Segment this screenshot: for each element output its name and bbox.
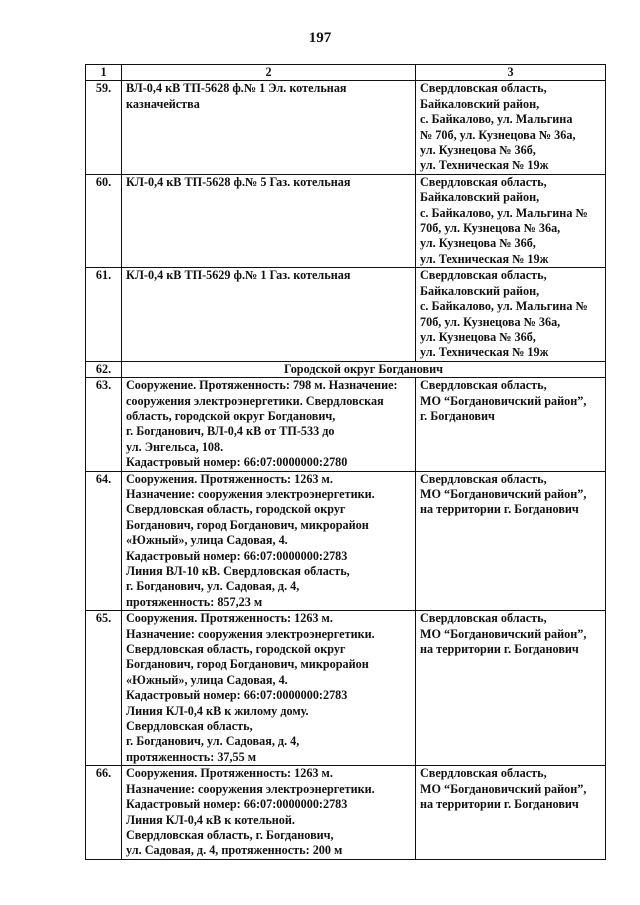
object-description-line: Назначение: сооружения электроэнергетики. <box>126 626 375 641</box>
object-location-line: № 70б, ул. Кузнецова № 36а, <box>420 127 576 142</box>
section-title: Городской округ Богданович <box>122 361 606 377</box>
object-location-line: Свердловская область, <box>420 268 547 283</box>
object-location-line: Свердловская область, <box>420 611 547 626</box>
object-description-line: Богданович, город Богданович, микрорайон <box>126 657 369 672</box>
row-number: 62. <box>86 361 122 377</box>
object-location-line: ул. Кузнецова № 36б, <box>420 236 536 251</box>
object-description-line: протяженность: 37,55 м <box>126 749 257 764</box>
object-location-line: МО “Богдановичский район”, <box>420 626 587 641</box>
row-number: 64. <box>86 471 122 611</box>
object-location-line: ул. Кузнецова № 36б, <box>420 143 536 158</box>
object-description <box>122 766 416 859</box>
object-location-line: МО “Богдановичский район”, <box>420 486 587 501</box>
object-location <box>416 766 606 859</box>
object-description-line: Кадастровый номер: 66:07:0000000:2780 <box>126 455 348 470</box>
object-location-line: ул. Кузнецова № 36б, <box>420 329 536 344</box>
row-number: 63. <box>86 378 122 471</box>
object-location <box>416 611 606 766</box>
object-location-line: Байкаловский район, <box>420 283 540 298</box>
object-location <box>416 378 606 471</box>
object-description-line: Линия КЛ-0,4 кВ к котельной. <box>126 812 295 827</box>
object-description-line: Свердловская область, г. Богданович, <box>126 827 334 842</box>
object-location-line: с. Байкалово, ул. Мальгина № <box>420 299 588 314</box>
object-description-line: Свердловская область, городской округ <box>126 502 346 517</box>
object-location <box>416 174 606 267</box>
object-location-line: на территории г. Богданович <box>420 502 579 517</box>
table-row <box>86 378 606 471</box>
object-description-line: г. Богданович, ул. Садовая, д. 4, <box>126 734 300 749</box>
object-location-line: на территории г. Богданович <box>420 642 579 657</box>
column-header-object: 2 <box>122 65 416 81</box>
object-description-line: «Южный», улица Садовая, 4. <box>126 533 288 548</box>
object-description-line: сооружения электроэнергетики. Свердловская <box>126 393 384 408</box>
object-description-line: г. Богданович, ул. Садовая, д. 4, <box>126 579 300 594</box>
section-row <box>86 361 606 377</box>
object-location-line: Свердловская область, <box>420 174 547 189</box>
object-description-line: ВЛ-0,4 кВ ТП-5628 ф.№ 1 Эл. котельная <box>126 81 347 96</box>
table-row <box>86 268 606 361</box>
object-location-line: Свердловская область, <box>420 471 547 486</box>
object-location-line: Свердловская область, <box>420 378 547 393</box>
object-description-line: Кадастровый номер: 66:07:0000000:2783 <box>126 548 348 563</box>
object-description-line: казначейства <box>126 96 200 111</box>
object-description-line: Назначение: сооружения электроэнергетики. <box>126 486 375 501</box>
object-location <box>416 268 606 361</box>
object-description <box>122 611 416 766</box>
row-number: 59. <box>86 81 122 174</box>
object-description-line: Линия КЛ-0,4 кВ к жилому дому. <box>126 703 309 718</box>
object-description-line: Сооружения. Протяженность: 1263 м. <box>126 471 333 486</box>
object-location-line: МО “Богдановичский район”, <box>420 393 587 408</box>
object-description-line: Богданович, город Богданович, микрорайон <box>126 517 369 532</box>
object-location-line: Байкаловский район, <box>420 96 540 111</box>
object-location-line: МО “Богдановичский район”, <box>420 781 587 796</box>
object-description <box>122 471 416 611</box>
object-location-line: 70б, ул. Кузнецова № 36а, <box>420 221 561 236</box>
table-header-row <box>86 65 606 81</box>
object-description-line: Сооружения. Протяженность: 1263 м. <box>126 611 333 626</box>
table-row <box>86 471 606 611</box>
object-description-line: Линия ВЛ-10 кВ. Свердловская область, <box>126 564 350 578</box>
object-description-line: Кадастровый номер: 66:07:0000000:2783 <box>126 688 348 703</box>
object-description-line: Сооружения. Протяженность: 1263 м. <box>126 766 333 781</box>
object-location-line: ул. Техническая № 19ж <box>420 345 549 360</box>
object-location-line: Свердловская область, <box>420 766 547 781</box>
object-description-line: ул. Садовая, д. 4, протяженность: 200 м <box>126 843 343 858</box>
column-header-number: 1 <box>86 65 122 81</box>
object-description-line: «Южный», улица Садовая, 4. <box>126 672 288 687</box>
object-location-line: с. Байкалово, ул. Мальгина № <box>420 205 588 220</box>
row-number: 66. <box>86 766 122 859</box>
object-description <box>122 268 416 361</box>
object-description <box>122 174 416 267</box>
registry-table-body <box>86 65 606 860</box>
page-number: 197 <box>308 30 332 46</box>
object-description-line: Свердловская область, <box>126 719 253 734</box>
object-description-line: Назначение: сооружения электроэнергетики. <box>126 781 375 796</box>
object-location <box>416 81 606 174</box>
row-number: 65. <box>86 611 122 766</box>
object-description-line: Сооружение. Протяженность: 798 м. Назначение: <box>126 378 398 393</box>
object-description <box>122 81 416 174</box>
object-description-line: протяженность: 857,23 м <box>126 594 263 609</box>
object-location-line: г. Богданович <box>420 408 495 423</box>
object-location-line: ул. Техническая № 19ж <box>420 158 549 173</box>
object-description-line: КЛ-0,4 кВ ТП-5629 ф.№ 1 Газ. котельная <box>126 268 351 283</box>
object-location-line: Байкаловский район, <box>420 190 540 205</box>
object-description-line: КЛ-0,4 кВ ТП-5628 ф.№ 5 Газ. котельная <box>126 174 351 189</box>
row-number: 61. <box>86 268 122 361</box>
table-row <box>86 174 606 267</box>
column-header-address: 3 <box>416 65 606 81</box>
object-location-line: Свердловская область, <box>420 81 547 96</box>
table-row <box>86 611 606 766</box>
object-location-line: с. Байкалово, ул. Мальгина <box>420 112 573 127</box>
object-description-line: Свердловская область, городской округ <box>126 642 346 657</box>
object-description-line: г. Богданович, ВЛ-0,4 кВ от ТП-533 до <box>126 424 335 439</box>
object-description-line: ул. Энгельса, 108. <box>126 439 224 454</box>
object-location-line: на территории г. Богданович <box>420 797 579 812</box>
object-location-line: ул. Техническая № 19ж <box>420 251 549 266</box>
object-description <box>122 378 416 471</box>
object-description-line: область, городской округ Богданович, <box>126 408 336 423</box>
row-number: 60. <box>86 174 122 267</box>
object-location-line: 70б, ул. Кузнецова № 36а, <box>420 314 561 329</box>
table-row <box>86 81 606 174</box>
object-location <box>416 471 606 611</box>
object-description-line: Кадастровый номер: 66:07:0000000:2783 <box>126 797 348 812</box>
table-row <box>86 766 606 859</box>
registry-table <box>85 64 606 860</box>
